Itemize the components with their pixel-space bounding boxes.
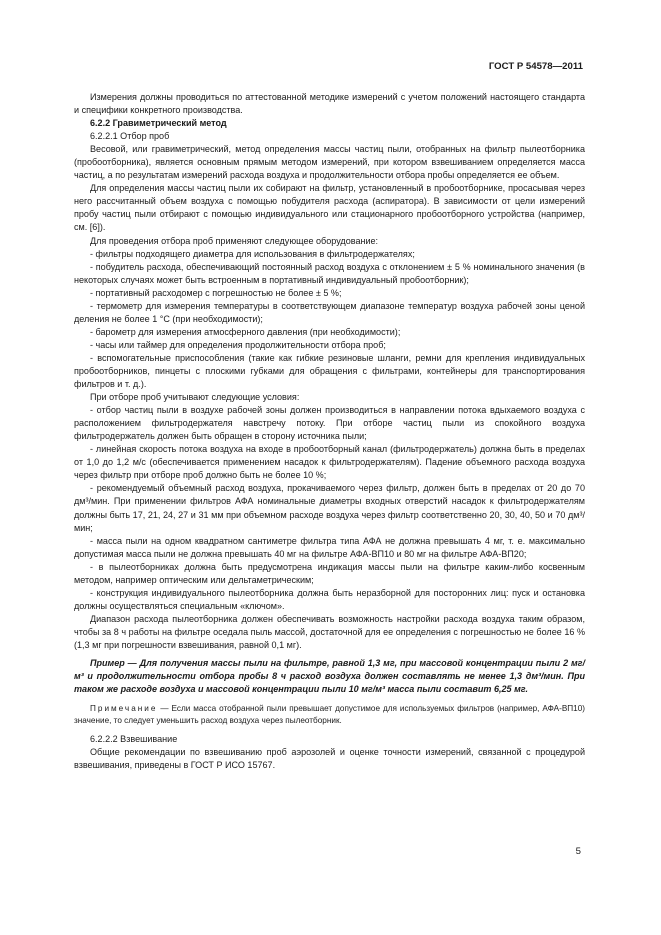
example-label: Пример	[90, 658, 125, 669]
example-text: — Для получения массы пыли на фильтре, равной 1,3 мг, при массовой концентрации пыли 2 мг/м³ и продолжительности отбора пробы 8 ч расход воздуха должен составлять не менее 1,3 дм³/мин. При таком же расходе воздуха и массовой концентрации пыли 10 мг/м³ масса пыли составит 6,25 мг.	[74, 658, 585, 695]
paragraph: Диапазон расхода пылеотборника должен обеспечивать возможность настройки расхода воздуха таким образом, чтобы за 8 ч работы на фильтре оседала пыль массой, достаточной для ее определения с погрешностью не более 16 % (1,3 мг при погрешности взвешивания, равной 0,1 мг).	[74, 613, 585, 650]
subsection-heading: 6.2.2.2 Взвешивание	[90, 734, 178, 745]
list-item: - линейная скорость потока воздуха на входе в пробоотборный канал (фильтродержатель) должна быть в пределах от 1,0 до 1,2 м/с (обеспечивается применением насадок к фильтродержателям). Падение объемного расхода воздуха через фильтр при отборе проб должно быть не более 10 %;	[74, 444, 585, 481]
list-item: - рекомендуемый объемный расход воздуха, прокачиваемого через фильтр, должен быть в пределах от 20 до 70 дм³/мин. При применении фильтров АФА номинальные диаметры входных отверстий насадок к фильтродержателям должны быть 17, 21, 24, 27 и 31 мм при объемном расходе воздуха через фильтр соответственно 20, 30, 40, 50 и 70 дм³/мин;	[74, 483, 585, 533]
list-item: - масса пыли на одном квадратном сантиметре фильтра типа АФА не должна превышать 4 мг, т. е. максимально допустимая масса пыли не должна превышать 40 мг на фильтре АФА-ВП10 и 80 мг на фильтре АФА-ВП20;	[74, 535, 585, 559]
list-item: - портативный расходомер с погрешностью не более ± 5 %;	[90, 287, 342, 298]
list-item: - конструкция индивидуального пылеотборника должна быть неразборной для посторонних лиц: пуск и остановка должны осуществляться специальным «ключом».	[74, 587, 585, 611]
note-text: — Если масса отобранной пыли превышает допустимое для используемых фильтров (например, АФА-ВП10) значение, то следует уменьшить расход воздуха через пылеотборник.	[74, 704, 585, 726]
list-item: - отбор частиц пыли в воздухе рабочей зоны должен производиться в направлении потока вдыхаемого воздуха с расположением фильтродержателя навстречу потоку. При отборе частиц пыли из спокойного воздуха фильтродержатель должен быть обращен в сторону источника пыли;	[74, 405, 585, 442]
example-block	[74, 657, 585, 696]
note-label: Примечание	[90, 704, 158, 714]
list-item: - часы или таймер для определения продолжительности отбора проб;	[90, 339, 386, 350]
page-number: 5	[575, 846, 581, 857]
paragraph: Для проведения отбора проб применяют следующее оборудование:	[90, 235, 379, 246]
list-item: - в пылеотборниках должна быть предусмотрена индикация массы пыли на фильтре каким-либо косвенным методом, например оптическим или дельтаметрическим;	[74, 561, 585, 585]
paragraph: Весовой, или гравиметрический, метод определения массы частиц пыли, отобранных на фильтр пылеотборника (пробоотборника), является основным прямым методом измерений, при котором взвешиванием определяется масса частиц, а по результатам измерений расхода воздуха и продолжительности отбора пробы определяется ее объем.	[74, 144, 585, 181]
list-item: - барометр для измерения атмосферного давления (при необходимости);	[90, 326, 401, 337]
paragraph: Для определения массы частиц пыли их собирают на фильтр, установленный в пробоотборнике, просасывая через него рассчитанный объем воздуха с помощью побудителя расхода (аспиратора). В зависимости от цели измерений пробу частиц пыли отбирают с помощью индивидуального или стационарного пробоотборного устройства (например, см. [6]).	[74, 183, 585, 233]
subsection-heading: 6.2.2.1 Отбор проб	[90, 131, 170, 142]
paragraph: Общие рекомендации по взвешиванию проб аэрозолей и оценке точности измерений, связанной с процедурой взвешивания, приведены в ГОСТ Р ИСО 15767.	[74, 747, 585, 771]
list-item: - побудитель расхода, обеспечивающий постоянный расход воздуха с отклонением ± 5 % номинального значения (в некоторых случаях может быть встроенным в портативный индивидуальный пробоотборник);	[74, 261, 585, 285]
paragraph: Измерения должны проводиться по аттестованной методике измерений с учетом положений настоящего стандарта и специфики конкретного производства.	[74, 92, 585, 116]
note-block	[74, 703, 585, 727]
document-body	[74, 91, 585, 772]
list-item: - фильтры подходящего диаметра для использования в фильтродержателях;	[90, 248, 415, 259]
paragraph: При отборе проб учитывают следующие условия:	[90, 392, 300, 403]
list-item: - вспомогательные приспособления (такие как гибкие резиновые шланги, ремни для крепления индивидуальных пробоотборников, пинцеты с плоскими губками для обращения с фильтрами, контейнеры для транспортирования фильтров и т. д.).	[74, 352, 585, 390]
section-heading: 6.2.2 Гравиметрический метод	[90, 118, 227, 129]
list-item: - термометр для измерения температуры в соответствующем диапазоне температур воздуха рабочей зоны ценой деления не более 1 °С (при необходимости);	[74, 300, 585, 324]
standard-header: ГОСТ Р 54578—2011	[488, 61, 583, 72]
